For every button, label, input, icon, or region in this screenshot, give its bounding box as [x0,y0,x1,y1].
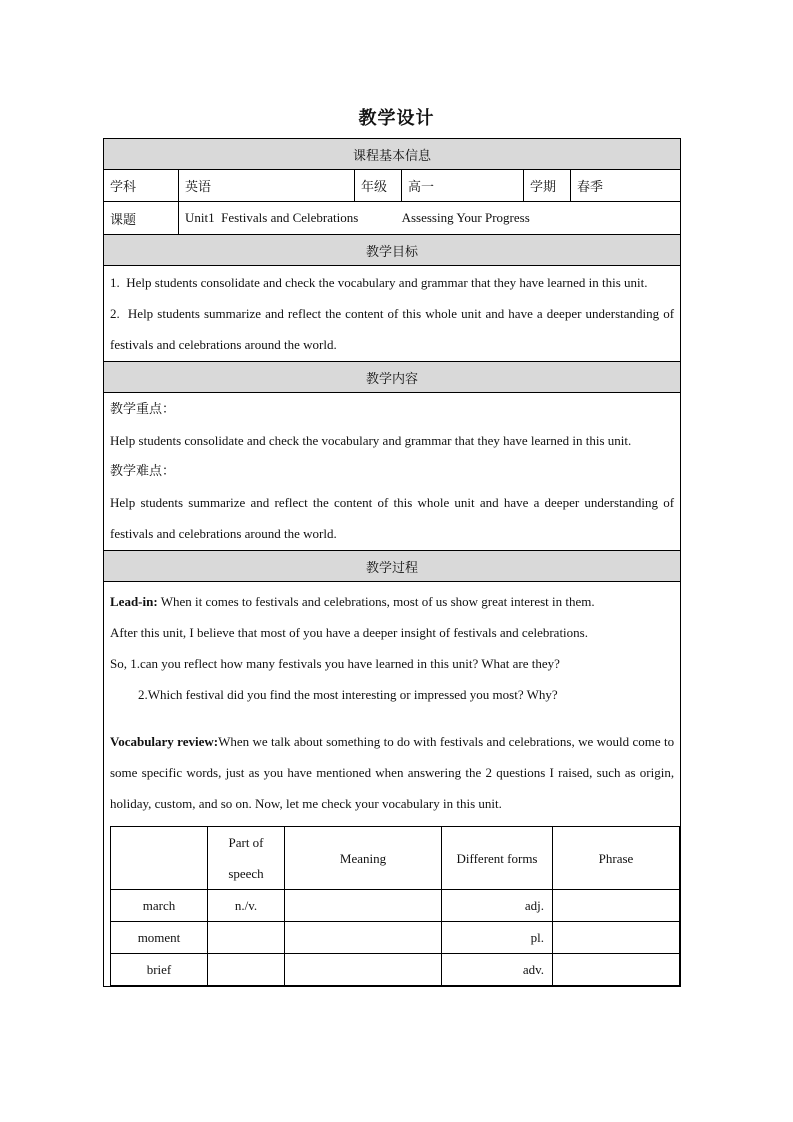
topic-section: Assessing Your Progress [401,210,530,225]
content-body [104,393,681,551]
difficult-points-label: 教学难点： [110,464,176,479]
grade-value: 高一 [402,170,524,202]
vocab-phrase[interactable] [553,954,680,986]
objectives-body [104,266,681,362]
process-header: 教学过程 [104,551,681,582]
vocab-forms[interactable]: adj. [442,890,553,922]
objective-item: 1. Help students consolidate and check the vocabulary and grammar that they have learned in this unit. [110,275,648,290]
process-body [104,582,681,987]
vocab-header-meaning: Meaning [285,827,442,890]
table-row [111,954,680,986]
vocab-forms[interactable]: adv. [442,954,553,986]
key-points-label: 教学重点： [110,402,176,417]
question-2: 2.Which festival did you find the most interesting or impressed you most? Why? [138,687,558,702]
leadin-label: Lead-in: [110,594,158,609]
subject-value: 英语 [179,170,355,202]
vocab-phrase[interactable] [553,890,680,922]
question-1: So, 1.can you reflect how many festivals you have learned in this unit? What are they? [110,656,560,671]
vocab-review-label: Vocabulary review: [110,734,219,749]
vocab-word: moment [111,922,208,954]
topic-value [179,202,681,235]
basic-info-header: 课程基本信息 [104,139,681,170]
vocab-pos[interactable] [208,954,285,986]
term-value: 春季 [571,170,681,202]
vocab-header-forms: Different forms [442,827,553,890]
term-label: 学期 [524,170,571,202]
vocabulary-table [110,826,680,986]
topic-unit: Unit1 Festivals and Celebrations [185,210,359,225]
grade-label: 年级 [355,170,402,202]
leadin-text: When it comes to festivals and celebrations, most of us show great interest in them. [160,594,595,609]
topic-label: 课题 [104,202,179,235]
leadin-line: After this unit, I believe that most of you have a deeper insight of festivals and celebrations. [110,625,588,640]
subject-label: 学科 [104,170,179,202]
vocab-forms[interactable]: pl. [442,922,553,954]
content-header: 教学内容 [104,362,681,393]
page-title: 教学设计 [358,108,435,129]
key-points-text: Help students consolidate and check the vocabulary and grammar that they have learned in this unit. [110,433,632,448]
lesson-plan-table [103,138,681,987]
vocab-word: brief [111,954,208,986]
table-row [111,922,680,954]
vocab-header-phrase: Phrase [553,827,680,890]
vocab-word: march [111,890,208,922]
objectives-header: 教学目标 [104,235,681,266]
difficult-points-text: Help students summarize and reflect the content of this whole unit and have a deeper understanding of festivals and celebrations around the world. [110,495,675,541]
vocab-header-word [111,827,208,890]
vocab-header-pos: Part of speech [208,827,285,890]
vocab-meaning[interactable] [285,890,442,922]
vocab-pos: n./v. [208,890,285,922]
vocab-review-text: When we talk about something to do with festivals and celebrations, we would come to some specific words, just as you have mentioned when answering the 2 questions I raised, such as origin, holiday, custom, and so on. Now, let me check your vocabulary in this unit. [110,734,675,811]
table-row [111,890,680,922]
vocab-pos[interactable] [208,922,285,954]
objective-item: 2. Help students summarize and reflect the content of this whole unit and have a deeper understanding of festivals and celebrations around the world. [110,306,678,352]
vocab-meaning[interactable] [285,922,442,954]
vocab-phrase[interactable] [553,922,680,954]
vocab-meaning[interactable] [285,954,442,986]
